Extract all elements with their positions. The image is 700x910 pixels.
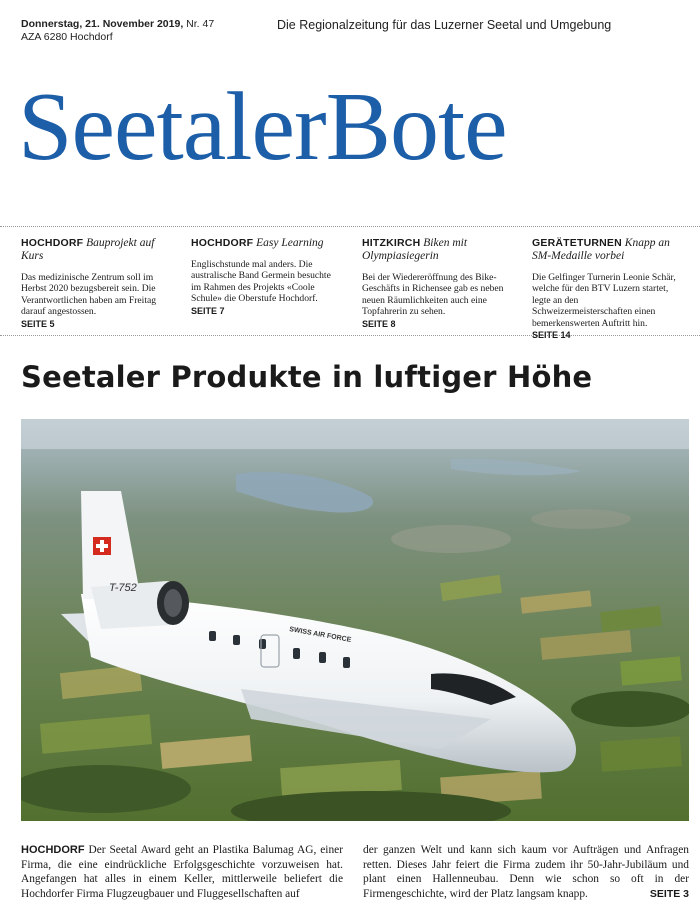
edition-date: Donnerstag, 21. November 2019, <box>21 18 184 30</box>
teaser-heading <box>21 237 169 263</box>
teaser-subtitle: Easy Learning <box>256 237 324 249</box>
tail-number: T-752 <box>109 582 137 594</box>
aza-line: AZA 6280 Hochdorf <box>21 31 113 43</box>
article-keyword: HOCHDORF <box>21 844 85 856</box>
teaser-heading <box>191 237 339 250</box>
issue-number: Nr. 47 <box>186 18 215 30</box>
teaser-strip <box>0 226 700 341</box>
teaser-keyword: HOCHDORF <box>21 237 84 249</box>
teaser-page-ref[interactable]: SEITE 7 <box>191 305 225 316</box>
article-column-1 <box>21 843 343 901</box>
article-page-ref[interactable]: SEITE 3 <box>649 887 689 900</box>
teaser-keyword: GERÄTETURNEN <box>532 237 622 249</box>
teaser-body: Das medizinische Zentrum soll im Herbst 2020 bezugsbereit sein. Die Verantwortlichen haben am Freitag darauf angestossen. <box>21 272 157 318</box>
teaser-subtitle: Knapp an SM-Medaille vorbei <box>532 237 670 262</box>
article-text-1: Der Seetal Award geht an Plastika Balumag AG, einer Firma, die eine eindrückliche Erfolgsgeschichte vorzuweisen hat. Angefangen hat alles in einem Keller, mittlerweile beliefert die Hochdorfer Firma Flugzeugbauer und Fluggesellschaften auf <box>21 844 343 900</box>
tagline: Die Regionalzeitung für das Luzerner Seetal und Umgebung <box>277 18 612 32</box>
teaser-subtitle: Biken mit Olympiasiegerin <box>362 237 468 262</box>
article-column-2 <box>363 843 689 901</box>
teaser-3[interactable] <box>362 237 510 329</box>
teaser-heading <box>532 237 680 263</box>
lead-headline[interactable]: Seetaler Produkte in luftiger Höhe <box>21 360 593 394</box>
teaser-body: Englischstunde mal anders. Die australische Band Germein besuchte im Rahmen des Projekts «Coole Schule» die Oberstufe Hochdorf. <box>191 259 331 305</box>
teaser-2[interactable] <box>191 237 339 316</box>
teaser-4[interactable] <box>532 237 680 340</box>
teaser-body: Die Gelfinger Turnerin Leonie Schär, welche für den BTV Luzern startet, legte an den Schweizermeisterschaften einen bemerkenswerten Auftritt hin. <box>532 272 676 329</box>
edition-info <box>21 18 214 44</box>
article-text-2: der ganzen Welt und kann sich kaum vor Aufträgen und Anfragen retten. Dieses Jahr feiert die Firma zudem ihr 50-Jahr-Jubiläum und plant einen Hallenneubau. Denn wie schon so oft in der Firmengeschichte, wird der Platz langsam knapp. <box>363 844 689 900</box>
aircraft-photo <box>21 419 689 821</box>
teaser-body: Bei der Wiedereröffnung des Bike-Geschäfts in Richensee gab es neben neuen Räumlichkeiten auch eine Topfahrerin zu sehen. <box>362 272 504 318</box>
teaser-keyword: HITZKIRCH <box>362 237 421 249</box>
masthead-logo: SeetalerBote <box>18 73 507 181</box>
teaser-subtitle: Bauprojekt auf Kurs <box>21 237 155 262</box>
teaser-page-ref[interactable]: SEITE 8 <box>362 318 396 329</box>
teaser-keyword: HOCHDORF <box>191 237 254 249</box>
livery-text: SWISS AIR FORCE <box>288 626 352 644</box>
teaser-page-ref[interactable]: SEITE 14 <box>532 330 571 341</box>
teaser-heading <box>362 237 510 263</box>
teaser-page-ref[interactable]: SEITE 5 <box>21 318 55 329</box>
teaser-1[interactable] <box>21 237 169 329</box>
